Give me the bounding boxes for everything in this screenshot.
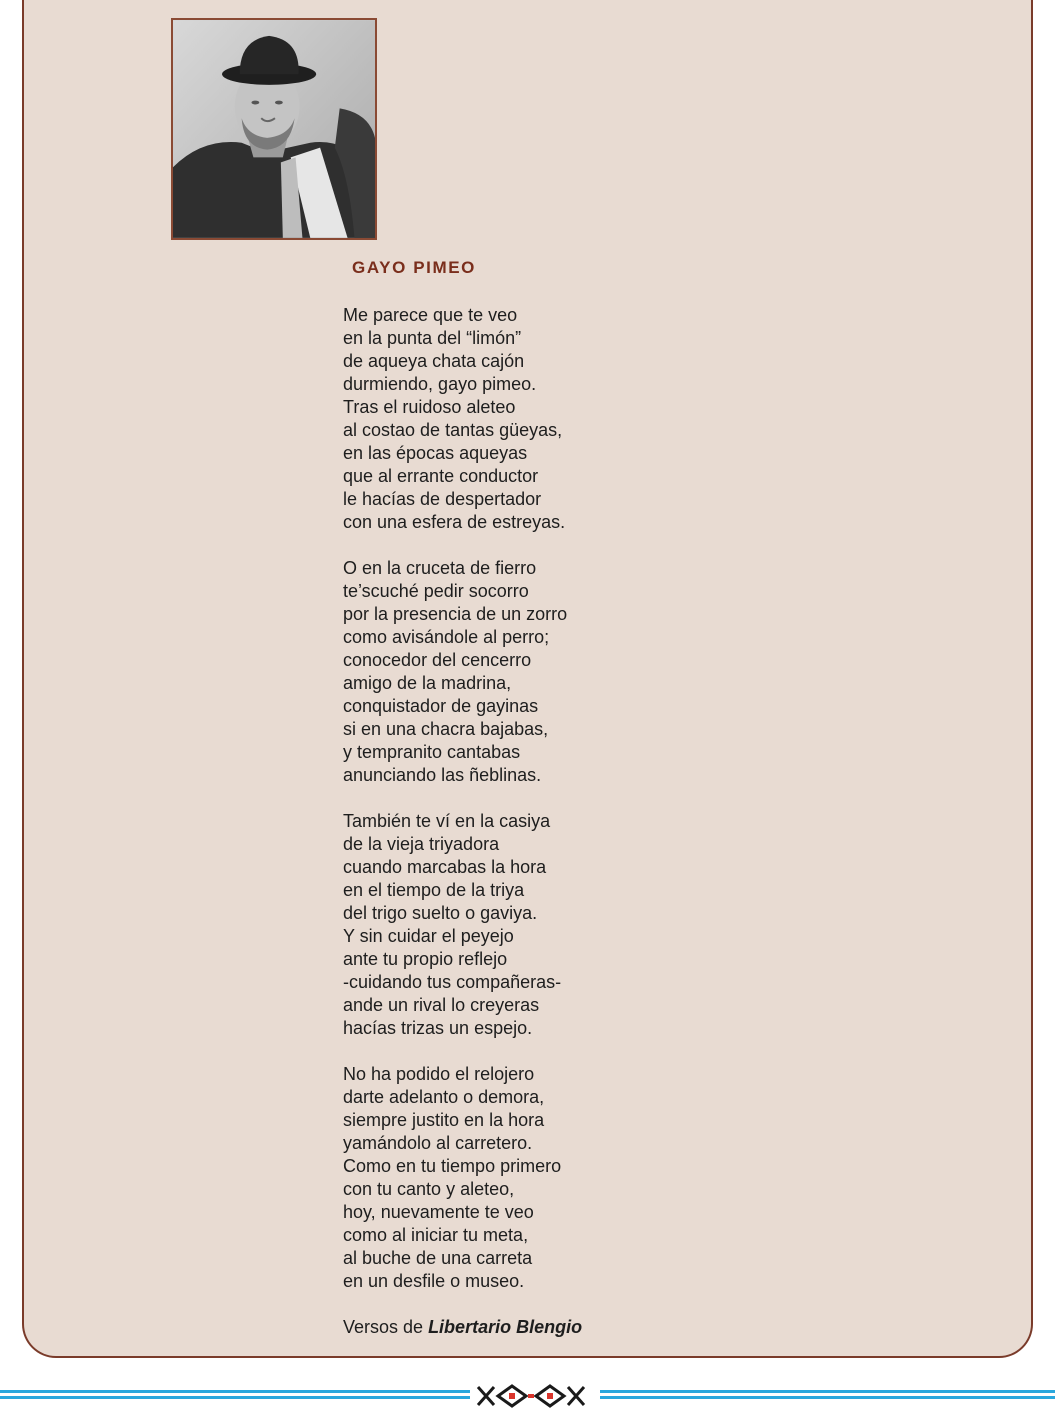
poem-line: de la vieja triyadora: [343, 834, 500, 854]
poem-line: conquistador de gayinas: [343, 696, 539, 716]
stanza-1: [343, 304, 663, 534]
poem-line: en un desfile o museo.: [343, 1271, 525, 1291]
poem-line: Como en tu tiempo primero: [343, 1156, 562, 1176]
poem-line: cuando marcabas la hora: [343, 857, 547, 877]
poem-line: como al iniciar tu meta,: [343, 1225, 529, 1245]
poem-line: en el tiempo de la triya: [343, 880, 525, 900]
author-portrait-photo: [171, 18, 377, 240]
poem-line: en las épocas aqueyas: [343, 443, 528, 463]
poem-line: No ha podido el relojero: [343, 1064, 535, 1084]
poem-line: conocedor del cencerro: [343, 650, 532, 670]
poem-line: como avisándole al perro;: [343, 627, 550, 647]
poem-line: al costao de tantas güeyas,: [343, 420, 563, 440]
poem-line: También te ví en la casiya: [343, 811, 551, 831]
poem-line: O en la cruceta de fierro: [343, 558, 537, 578]
credit-author: Libertario Blengio: [428, 1317, 583, 1337]
poem-line: y tempranito cantabas: [343, 742, 521, 762]
poem-line: ande un rival lo creyeras: [343, 995, 540, 1015]
poem-title: GAYO PIMEO: [352, 258, 477, 277]
poem-line: del trigo suelto o gaviya.: [343, 903, 538, 923]
poem-line: darte adelanto o demora,: [343, 1087, 545, 1107]
footer-rule-right: [600, 1390, 1055, 1400]
stanza-4: [343, 1063, 663, 1293]
poem-line: -cuidando tus compañeras-: [343, 972, 562, 992]
poem-line: ante tu propio reflejo: [343, 949, 508, 969]
credit-prefix: Versos de: [343, 1317, 429, 1337]
poem-line: que al errante conductor: [343, 466, 539, 486]
poem-line: con tu canto y aleteo,: [343, 1179, 515, 1199]
poem-line: le hacías de despertador: [343, 489, 542, 509]
stanza-3: [343, 810, 663, 1040]
poem-line: por la presencia de un zorro: [343, 604, 568, 624]
poem-line: amigo de la madrina,: [343, 673, 512, 693]
poem-line: anunciando las ñeblinas.: [343, 765, 542, 785]
poem-line: al buche de una carreta: [343, 1248, 533, 1268]
portrait-image: [173, 20, 375, 238]
poem-line: de aqueya chata cajón: [343, 351, 525, 371]
poem-credit: [343, 1316, 663, 1339]
poem-line: Y sin cuidar el peyejo: [343, 926, 514, 946]
poem-line: en la punta del “limón”: [343, 328, 522, 348]
poem-line: yamándolo al carretero.: [343, 1133, 533, 1153]
poem-line: te’scuché pedir socorro: [343, 581, 529, 601]
poem-line: hoy, nuevamente te veo: [343, 1202, 534, 1222]
poem-body: [343, 304, 663, 1339]
poem-line: siempre justito en la hora: [343, 1110, 545, 1130]
poem-line: durmiendo, gayo pimeo.: [343, 374, 537, 394]
poem-line: Tras el ruidoso aleteo: [343, 397, 516, 417]
footer-rule-left: [0, 1390, 470, 1400]
poem-line: con una esfera de estreyas.: [343, 512, 566, 532]
footer-ornament-icon: [476, 1383, 586, 1409]
poem-line: hacías trizas un espejo.: [343, 1018, 533, 1038]
poem-line: si en una chacra bajabas,: [343, 719, 549, 739]
stanza-2: [343, 557, 663, 787]
poem-line: Me parece que te veo: [343, 305, 518, 325]
